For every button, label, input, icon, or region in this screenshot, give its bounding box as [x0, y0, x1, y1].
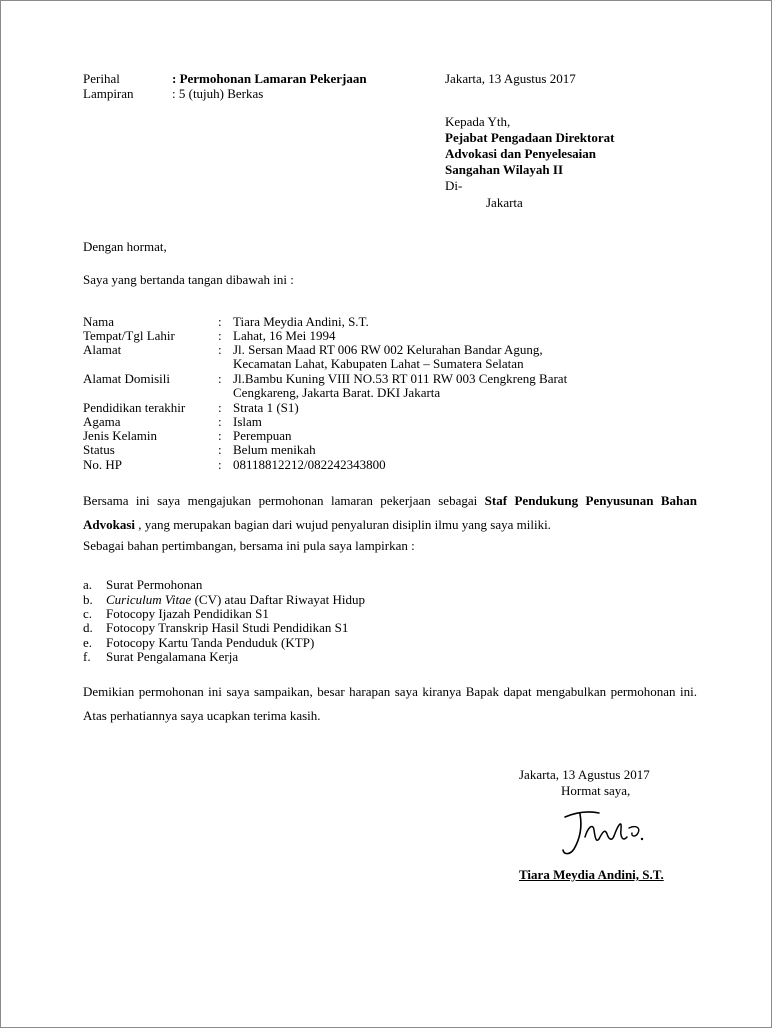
- attachment-item-italic: Curiculum Vitae: [106, 592, 192, 607]
- intro-text: Saya yang bertanda tangan dibawah ini :: [83, 272, 294, 287]
- p1-start: Bersama ini saya mengajukan permohonan lamaran pekerjaan sebagai: [83, 493, 485, 508]
- lampiran-label: Lampiran: [83, 86, 134, 101]
- field-colon: :: [218, 442, 222, 457]
- field-label: Status: [83, 442, 115, 457]
- field-label: Tempat/Tgl Lahir: [83, 328, 175, 343]
- attachment-item: Fotocopy Transkrip Hasil Studi Pendidikan S1: [106, 620, 349, 635]
- attachment-item: Surat Permohonan: [106, 577, 203, 592]
- signatory-name: Tiara Meydia Andini, S.T.: [519, 867, 664, 882]
- field-colon: :: [218, 414, 222, 429]
- perihal-value: : Permohonan Lamaran Pekerjaan: [172, 71, 367, 86]
- field-value-kelamin: Perempuan: [233, 428, 292, 443]
- attachment-letter: b.: [83, 592, 93, 607]
- closing-paragraph: Demikian permohonan ini saya sampaikan, besar harapan saya kiranya Bapak dapat mengabulkan permohonan ini. Atas perhatiannya saya ucapkan terima kasih.: [83, 684, 697, 723]
- field-value-hp: 08118812212/082242343800: [233, 457, 386, 472]
- recipient-line2: Advokasi dan Penyelesaian: [445, 146, 596, 161]
- letter-date: Jakarta, 13 Agustus 2017: [445, 71, 576, 86]
- field-colon: :: [218, 342, 222, 357]
- field-value-ttl: Lahat, 16 Mei 1994: [233, 328, 336, 343]
- field-label: Alamat: [83, 342, 122, 357]
- field-value-agama: Islam: [233, 414, 262, 429]
- attachment-letter: f.: [83, 649, 91, 664]
- salutation: Dengan hormat,: [83, 239, 167, 254]
- attachment-letter: c.: [83, 606, 93, 621]
- recipient-line3: Sangahan Wilayah II: [445, 162, 564, 177]
- field-value-pendidikan: Strata 1 (S1): [233, 400, 299, 415]
- field-value-alamat-2: Kecamatan Lahat, Kabupaten Lahat – Sumatera Selatan: [233, 356, 524, 371]
- attachment-item: [106, 592, 365, 607]
- perihal-label: Perihal: [83, 71, 120, 86]
- recipient-line1: Pejabat Pengadaan Direktorat: [445, 130, 615, 145]
- recipient-city: Jakarta: [486, 195, 523, 210]
- signature-date: Jakarta, 13 Agustus 2017: [519, 767, 650, 782]
- attachment-item-rest: (CV) atau Daftar Riwayat Hidup: [191, 592, 365, 607]
- field-label: Alamat Domisili: [83, 371, 171, 386]
- field-colon: :: [218, 314, 222, 329]
- body-paragraph-2: Sebagai bahan pertimbangan, bersama ini pula saya lampirkan :: [83, 538, 415, 553]
- field-label: Nama: [83, 314, 115, 329]
- recipient-greeting: Kepada Yth,: [445, 114, 511, 129]
- field-colon: :: [218, 457, 222, 472]
- field-label: Jenis Kelamin: [83, 428, 158, 443]
- field-colon: :: [218, 328, 222, 343]
- attachment-item: Fotocopy Kartu Tanda Penduduk (KTP): [106, 635, 315, 650]
- field-colon: :: [218, 428, 222, 443]
- lampiran-value: : 5 (tujuh) Berkas: [172, 86, 264, 101]
- field-value-domisili-2: Cengkareng, Jakarta Barat. DKI Jakarta: [233, 385, 441, 400]
- field-value-alamat: Jl. Sersan Maad RT 006 RW 002 Kelurahan Bandar Agung,: [233, 342, 543, 357]
- field-label: Agama: [83, 414, 121, 429]
- field-label: Pendidikan terakhir: [83, 400, 186, 415]
- field-value-nama: Tiara Meydia Andini, S.T.: [233, 314, 369, 329]
- field-colon: :: [218, 400, 222, 415]
- field-label: No. HP: [83, 457, 123, 472]
- field-value-domisili: Jl.Bambu Kuning VIII NO.53 RT 011 RW 003 Cengkreng Barat: [233, 371, 568, 386]
- recipient-di: Di-: [445, 178, 463, 193]
- attachment-letter: e.: [83, 635, 93, 650]
- attachment-item: Surat Pengalamana Kerja: [106, 649, 239, 664]
- p1-position: Staf Pendukung Penyusunan Bahan Advokasi: [83, 493, 698, 532]
- attachment-item: Fotocopy Ijazah Pendidikan S1: [106, 606, 269, 621]
- field-value-status: Belum menikah: [233, 442, 316, 457]
- p1-end: , yang merupakan bagian dari wujud penyaluran disiplin ilmu yang saya miliki.: [135, 517, 551, 532]
- field-colon: :: [218, 371, 222, 386]
- attachment-letter: a.: [83, 577, 93, 592]
- handwritten-signature: [555, 803, 650, 863]
- body-paragraph-1: [83, 489, 697, 537]
- signature-regards: Hormat saya,: [561, 783, 631, 798]
- attachment-letter: d.: [83, 620, 93, 635]
